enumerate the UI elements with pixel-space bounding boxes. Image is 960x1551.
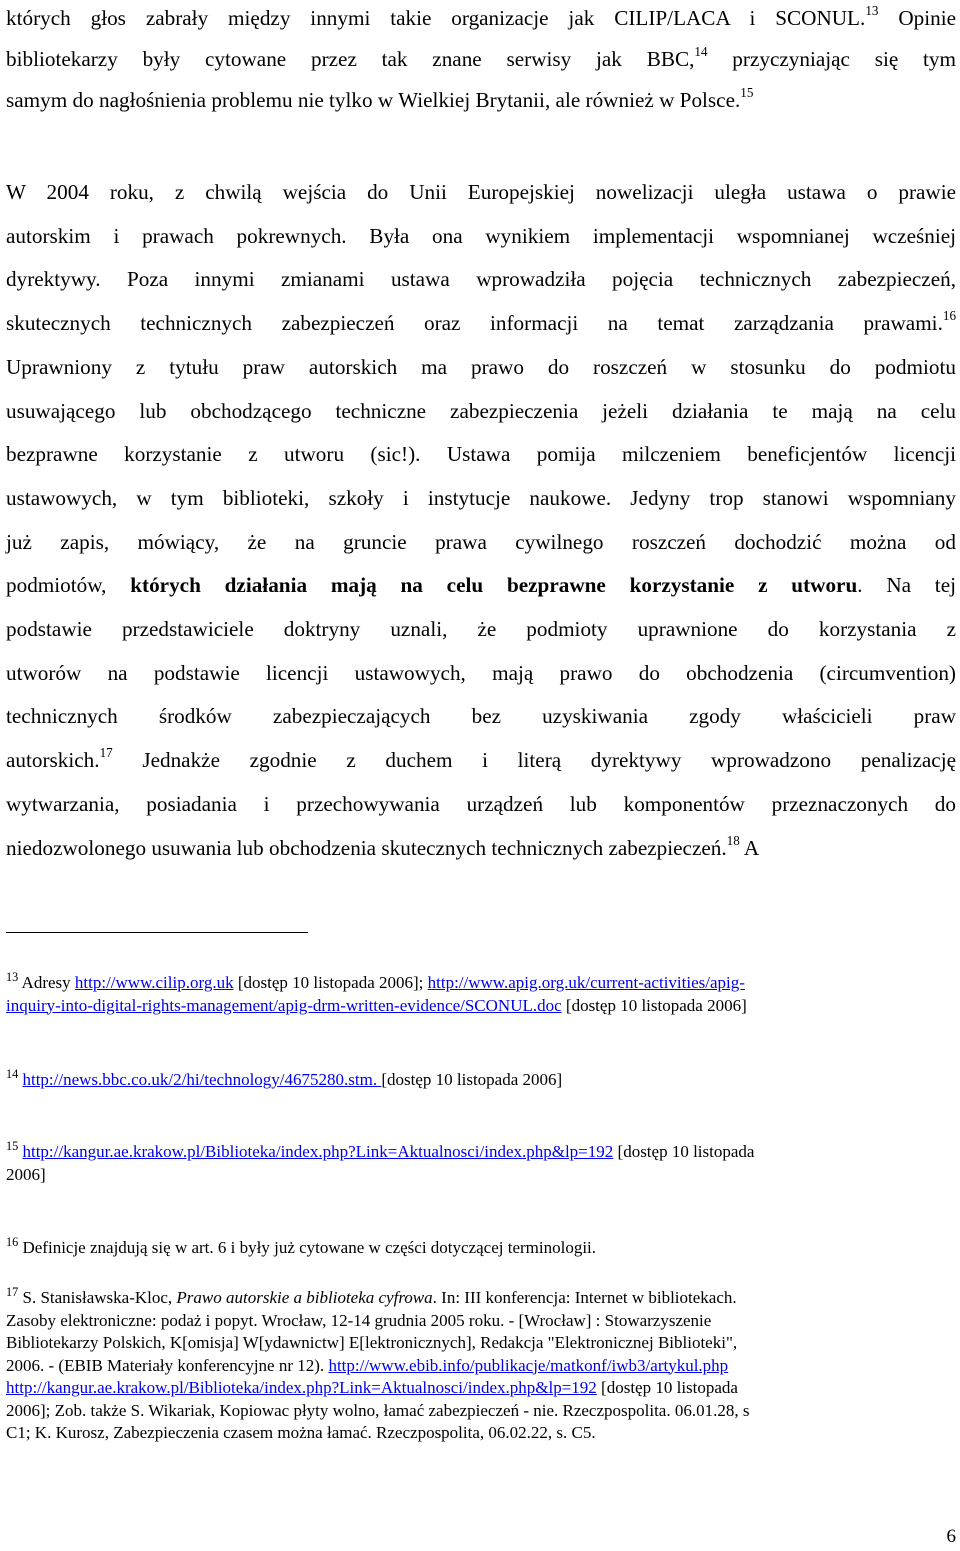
text-line: podmiotów, których działania mają na celu bezprawne korzystanie z utworu. Na tej — [6, 573, 956, 598]
footnote-separator — [6, 932, 308, 933]
paragraph-main — [6, 171, 956, 870]
footnote-line: 2006. - (EBIB Materiały konferencyjne nr 12). http://www.ebib.info/publikacje/matkonf/iwb3/artykul.php — [6, 1355, 729, 1375]
footnote-ref-13[interactable]: 13 — [865, 2, 879, 18]
bold-quote: których działania mają na celu bezprawne korzystanie z utworu — [130, 573, 858, 598]
footnote-line: $^{15}$ http://kangur.ae.krakow.pl/Biblioteka/index.php?Link=Aktualnosci/index.php&lp=192 [dostęp 10 listopada — [6, 1138, 755, 1161]
footnote-line: $^{17}$ S. Stanisławska-Kloc, Prawo autorskie a biblioteka cyfrowa. In: III konferencja: Internet w bibliotekach. — [6, 1284, 737, 1307]
footnote-ref-15[interactable]: 15 — [740, 84, 754, 100]
footnote-17 — [6, 1284, 956, 1445]
footnote-line: $^{16}$ Definicje znajdują się w art. 6 i były już cytowane w części dotyczącej terminologii. — [6, 1234, 597, 1257]
footnote-14 — [6, 1066, 956, 1092]
footnote-15 — [6, 1138, 956, 1186]
footnote-ref-16[interactable]: 16 — [942, 308, 956, 324]
text-line: technicznych środków zabezpieczających bez uzyskiwania zgody właścicieli praw — [6, 704, 956, 729]
footnote-link[interactable]: http://kangur.ae.krakow.pl/Biblioteka/index.php?Link=Aktualnosci/index.php&lp=192 — [22, 1142, 614, 1161]
footnote-line: Zasoby elektroniczne: podaż i popyt. Wrocław, 12-14 grudnia 2005 roku. - [Wrocław] : Stowarzyszenie — [6, 1310, 712, 1330]
footnote-ref-18[interactable]: 18 — [726, 832, 740, 848]
text-line: dyrektywy. Poza innymi zmianami ustawa wprowadziła pojęcia technicznych zabezpieczeń, — [6, 267, 956, 292]
text-line: Uprawniony z tytułu praw autorskich ma prawo do roszczeń w stosunku do podmiotu — [6, 354, 956, 379]
footnote-line: $^{13}$ Adresy http://www.cilip.org.uk [dostęp 10 listopada 2006]; http://www.apig.org.uk/current-activities/apig- — [6, 969, 745, 992]
text-line: bezprawne korzystanie z utworu (sic!). Ustawa pomija milczeniem beneficjentów licencji — [6, 442, 956, 467]
text-line: bibliotekarzy były cytowane przez tak znane serwisy jak BBC,$^{14}$ przyczyniając się tym — [6, 43, 957, 71]
text-line: już zapis, mówiący, że na gruncie prawa cywilnego roszczeń dochodzić można od — [6, 529, 956, 554]
cited-title: Prawo autorskie a biblioteka cyfrowa — [176, 1288, 433, 1307]
text-line: ustawowych, w tym biblioteki, szkoły i instytucje naukowe. Jedyny trop stanowi wspomniany — [6, 485, 956, 510]
text-line: W 2004 roku, z chwilą wejścia do Unii Europejskiej nowelizacji uległa ustawa o prawie — [6, 180, 956, 204]
footnote-link[interactable]: http://www.ebib.info/publikacje/matkonf/iwb3/artykul.php — [328, 1355, 729, 1375]
text-line: wytwarzania, posiadania i przechowywania urządzeń lub komponentów przeznaczonych do — [6, 791, 956, 816]
text-line: samym do nagłośnienia problemu nie tylko w Wielkiej Brytanii, ale również w Polsce.$^{15}$ — [6, 84, 754, 112]
footnote-link[interactable]: http://kangur.ae.krakow.pl/Biblioteka/index.php?Link=Aktualnosci/index.php&lp=192 — [6, 1378, 597, 1397]
footnote-link[interactable]: http://www.apig.org.uk/current-activities/apig- — [427, 973, 745, 992]
paragraph-intro — [6, 0, 956, 121]
footnote-ref-14[interactable]: 14 — [694, 43, 708, 59]
footnote-16 — [6, 1234, 956, 1260]
footnote-line: $^{14}$ http://news.bbc.co.uk/2/hi/technology/4675280.stm. [dostęp 10 listopada 2006] — [6, 1066, 563, 1089]
footnote-link[interactable]: http://www.cilip.org.uk — [74, 973, 234, 992]
text-line: skutecznych technicznych zabezpieczeń oraz informacji na temat zarządzania prawami.$^{16}$ — [6, 308, 956, 336]
text-line: autorskim i prawach pokrewnych. Była ona wynikiem implementacji wspomnianej wcześniej — [6, 223, 956, 248]
footnote-ref-17[interactable]: 17 — [99, 745, 113, 761]
footnote-link[interactable]: inquiry-into-digital-rights-management/apig-drm-written-evidence/SCONUL.doc — [6, 995, 562, 1015]
text-line: podstawie przedstawiciele doktryny uznali, że podmioty uprawnione do korzystania z — [6, 617, 956, 642]
footnote-line: C1; K. Kurosz, Zabezpieczenia czasem można łamać. Rzeczpospolita, 06.02.22, s. C5. — [6, 1423, 596, 1442]
footnote-line: 2006] — [6, 1164, 46, 1184]
footnote-link[interactable]: http://news.bbc.co.uk/2/hi/technology/4675280.stm. — [22, 1070, 382, 1089]
footnote-line: inquiry-into-digital-rights-management/apig-drm-written-evidence/SCONUL.doc [dostęp 10 listopada 2006] — [6, 995, 747, 1015]
footnote-line: 2006]; Zob. także S. Wikariak, Kopiowac płyty wolno, łamać zabezpieczeń - nie. Rzeczpospolita. 06.01.28, s — [6, 1400, 750, 1420]
text-line: autorskich.$^{17}$ Jednakże zgodnie z duchem i literą dyrektywy wprowadzono penalizację — [6, 745, 956, 773]
text-line: utworów na podstawie licencji ustawowych, mają prawo do obchodzenia (circumvention) — [6, 660, 956, 685]
text-line: niedozwolonego usuwania lub obchodzenia skutecznych technicznych zabezpieczeń.$^{18}$ A — [6, 832, 760, 860]
text-line: usuwającego lub obchodzącego techniczne zabezpieczenia jeżeli działania te mają na celu — [6, 398, 956, 423]
footnote-line: Bibliotekarzy Polskich, K[omisja] W[ydawnictw] E[lektronicznych], Redakcja "Elektronicznej Biblioteki", — [6, 1333, 738, 1352]
text-line: których głos zabrały między innymi takie organizacje jak CILIP/LACA i SCONUL.$^{13}$ Opinie — [6, 2, 956, 30]
footnote-13 — [6, 969, 956, 1017]
page-number: 6 — [946, 1526, 956, 1547]
footnote-line: http://kangur.ae.krakow.pl/Biblioteka/index.php?Link=Aktualnosci/index.php&lp=192 [dostęp 10 listopada — [6, 1378, 738, 1397]
